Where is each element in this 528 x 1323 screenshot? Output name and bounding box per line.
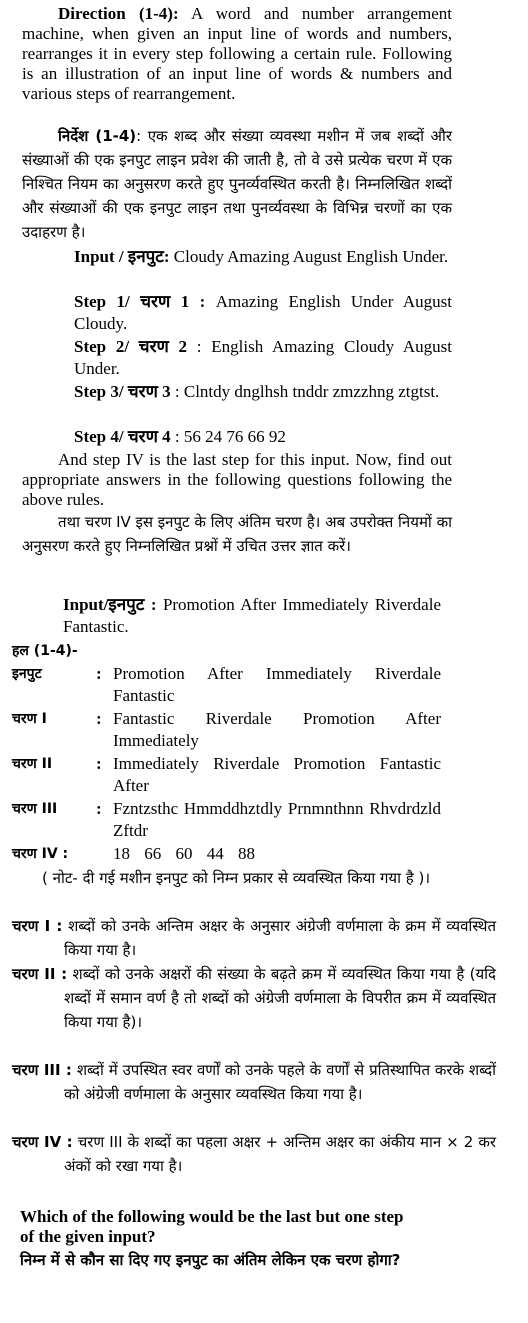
note-item-text: शब्दों में उपस्थित स्वर वर्णों को उनके पहले के वर्णों से प्रतिस्थापित करके शब्दों को अंग्रेजी वर्णमाला के अनुसार व्यवस्थित किया गया है। <box>64 1061 496 1103</box>
solution-heading: हल (1-4)- <box>12 643 78 659</box>
question-hindi: निम्न में से कौन सा दिए गए इनपुट का अंतिम लेकिन एक चरण होगा? <box>20 1251 401 1269</box>
nirdesh-paragraph <box>22 124 452 244</box>
example-step-3-text: : Clntdy dnglhsh tnddr zmzzhng ztgtst. <box>174 382 440 401</box>
example-step-3-label: Step 3/ चरण 3 <box>74 382 171 401</box>
note-item-label: चरण II : <box>12 965 68 983</box>
note-item-label: चरण I : <box>12 917 63 935</box>
note-item-label: चरण III : <box>12 1061 72 1079</box>
given-input-label: Input/इनपुट : <box>63 595 157 614</box>
solution-row-text: Immediately Riverdale Promotion Fantastic After <box>113 754 441 795</box>
solution-row-label: इनपुट <box>12 666 42 682</box>
note-item <box>12 1058 496 1106</box>
example-input-label: Input / इनपुट: <box>74 247 170 266</box>
direction-label: Direction (1-4): <box>58 4 179 23</box>
example-step-2 <box>74 336 452 380</box>
solution-row-label: चरण III <box>12 801 58 817</box>
solution-row-colon: : <box>96 709 102 728</box>
solution-row-label: चरण II <box>12 756 53 772</box>
note-item <box>12 914 496 962</box>
example-step-3 <box>74 381 452 403</box>
solution-row-text: 18 66 60 44 88 <box>113 844 255 863</box>
solution-row-text: Promotion After Immediately Riverdale Fantastic <box>113 664 441 705</box>
example-step-4 <box>74 426 452 448</box>
note-item-text: चरण III के शब्दों का पहला अक्षर + अन्तिम अक्षर का अंकीय मान × 2 कर अंकों को रखा गया है। <box>64 1133 496 1175</box>
instruction-english: And step IV is the last step for this input. Now, find out appropriate answers in the following questions following the above rules. <box>22 450 452 509</box>
note-item-text: शब्दों को उनके अन्तिम अक्षर के अनुसार अंग्रेजी वर्णमाला के क्रम में व्यवस्थित किया गया है। <box>64 917 496 959</box>
example-step-2-text: : English Amazing Cloudy August Under. <box>74 337 452 378</box>
example-step-1-text: Amazing English Under August Cloudy. <box>74 292 453 333</box>
note-item-label: चरण IV : <box>12 1133 73 1151</box>
example-step-4-text: : 56 24 76 66 92 <box>174 427 286 446</box>
note-item-text: शब्दों को उनके अक्षरों की संख्या के बढ़ते क्रम में व्यवस्थित किया गया है (यदि शब्दों में समान वर्ण है तो शब्दों को अंग्रेजी वर्णमाला के विपरीत क्रम में व्यवस्थित किया गया है)। <box>64 965 496 1031</box>
solution-row-label: चरण I <box>12 711 47 727</box>
example-step-1-label: Step 1/ चरण 1 : <box>74 292 206 311</box>
given-input-text: Promotion After Immediately Riverdale Fantastic. <box>63 595 441 636</box>
example-input-text: Cloudy Amazing August English Under. <box>173 247 449 266</box>
example-input <box>74 246 452 268</box>
note-item <box>12 962 496 1034</box>
direction-text: A word and number arrangement machine, when given an input line of words and numbers, rearranges it in every step following a certain rule. Following is an illustration of an input line of words & numbers and various steps of rearrangement. <box>22 4 453 103</box>
solution-row-colon: : <box>96 664 102 683</box>
given-input <box>63 594 441 638</box>
example-step-2-label: Step 2/ चरण 2 <box>74 337 188 356</box>
example-step-4-label: Step 4/ चरण 4 <box>74 427 171 446</box>
nirdesh-label: निर्देश (1-4) <box>58 127 137 145</box>
direction-paragraph <box>22 4 452 104</box>
solution-row-colon: : <box>96 799 102 818</box>
note-intro: ( नोट- दी गई मशीन इनपुट को निम्न प्रकार से व्यवस्थित किया गया है )। <box>42 869 431 887</box>
example-step-1 <box>74 291 452 335</box>
solution-row-colon: : <box>96 754 102 773</box>
instruction-hindi: तथा चरण IV इस इनपुट के लिए अंतिम चरण है। अब उपरोक्त नियमों का अनुसरण करते हुए निम्नलिखित प्रश्नों में उचित उत्तर ज्ञात करें। <box>22 513 452 555</box>
note-item <box>12 1130 496 1178</box>
nirdesh-text: : एक शब्द और संख्या व्यवस्था मशीन में जब शब्दों और संख्याओं की एक इनपुट लाइन प्रवेश की जाती है, तो वे उसे प्रत्येक चरण में एक निश्चित नियम का अनुसरण करते हुए पुनर्व्यवस्थित करती है। निम्नलिखित शब्दों और संख्याओं की एक इनपुट लाइन तथा पुनर्व्यवस्था के विभिन्न चरणों का एक उदाहरण है। <box>22 127 452 241</box>
solution-row-label: चरण IV : <box>12 846 69 862</box>
solution-row-text: Fzntzsthc Hmmddhztdly Prnmnthnn Rhvdrdzld Zftdr <box>113 799 441 840</box>
solution-row-text: Fantastic Riverdale Promotion After Immediately <box>113 709 441 750</box>
question-english: Which of the following would be the last but one step of the given input? <box>20 1207 404 1246</box>
